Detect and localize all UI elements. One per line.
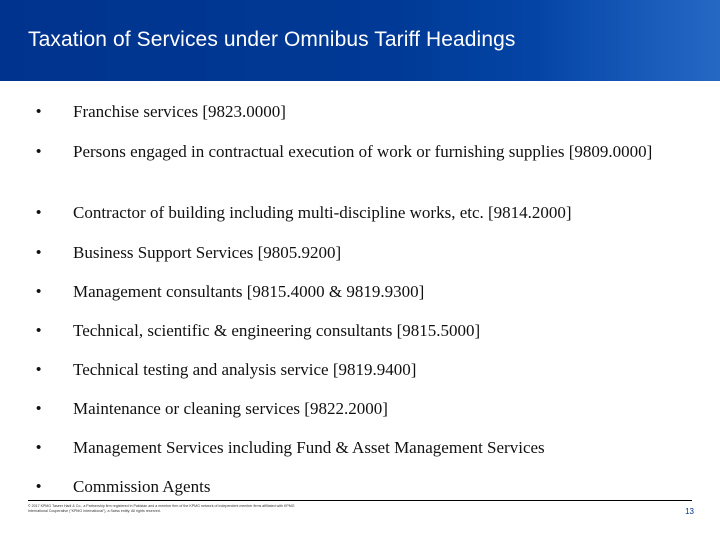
list-item-text: Technical, scientific & engineering consultants [9815.5000]: [73, 321, 481, 340]
list-item-text: Technical testing and analysis service [9819.9400]: [73, 360, 417, 379]
list-item-text: Management consultants [9815.4000 & 9819.9300]: [73, 282, 425, 301]
bullet-icon: •: [36, 103, 42, 120]
bullet-icon: •: [36, 439, 42, 456]
bullet-icon: •: [36, 478, 42, 495]
list-item-text: Franchise services [9823.0000]: [73, 102, 286, 121]
list-item-text: Maintenance or cleaning services [9822.2000]: [73, 399, 388, 418]
list-item-text: Management Services including Fund & Asset Management Services: [73, 438, 545, 457]
bullet-icon: •: [36, 283, 42, 300]
bullet-icon: •: [36, 244, 42, 261]
slide-title: Taxation of Services under Omnibus Tariff Headings: [28, 28, 516, 51]
bullet-icon: •: [36, 322, 42, 339]
page-number: 13: [685, 507, 694, 516]
bullet-icon: •: [36, 400, 42, 417]
list-item-text: Commission Agents: [73, 477, 211, 496]
bullet-icon: •: [36, 143, 42, 160]
list-item-text: Business Support Services [9805.9200]: [73, 243, 342, 262]
bullet-icon: •: [36, 204, 42, 221]
list-item-text: Persons engaged in contractual execution of work or furnishing supplies [9809.0000]: [73, 142, 653, 161]
footer-divider: [28, 500, 692, 501]
footer-legal-note: © 2017 KPMG Taseer Hadi & Co., a Partnership firm registered in Pakistan and a member firm of the KPMG network of independent member firms affiliated with KPMG International Cooperative ("KPMG International"), a Swiss entity. All rights reserved.: [28, 504, 295, 514]
bullet-icon: •: [36, 361, 42, 378]
list-item-text: Contractor of building including multi-discipline works, etc. [9814.2000]: [73, 203, 572, 222]
